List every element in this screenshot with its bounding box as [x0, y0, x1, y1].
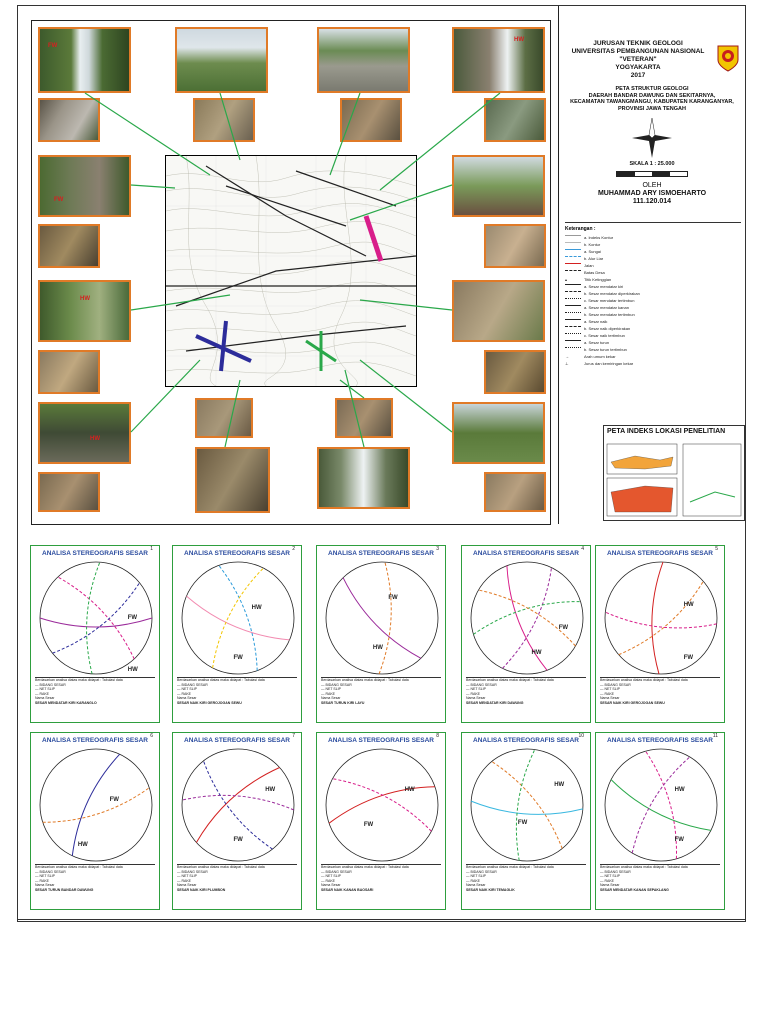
stereonet-table-header: Berdasarkan analisa diatas maka didapat : Tabulasi data	[321, 865, 409, 869]
area-line-2: KECAMATAN TAWANGMANGU, KABUPATEN KARANGANYAR,	[570, 99, 734, 105]
hanging-wall-label: HW	[127, 667, 138, 673]
stereonet-table-header: Berdasarkan analisa diatas maka didapat : Tabulasi data	[600, 678, 688, 682]
bidang-sesar-label: — BIDANG SESAR	[321, 682, 352, 687]
primitive-circle	[40, 749, 152, 861]
student-id: 111.120.014	[632, 197, 672, 205]
year: 2017	[630, 72, 646, 79]
stereonet-table-header: Berdasarkan analisa diatas maka didapat : Tabulasi data	[35, 678, 123, 682]
stereonet-panel[interactable]	[316, 732, 446, 910]
stereonet-panel[interactable]	[172, 545, 302, 723]
bidang-sesar-label: — BIDANG SESAR	[177, 682, 208, 687]
fault-name-label: Nama Sesar	[177, 883, 197, 887]
hanging-wall-label: HW	[554, 782, 565, 788]
rake-label: — RAKE	[177, 691, 192, 696]
fault-name: SESAR NAIK KIRI GEROJOGAN SEWU	[600, 700, 665, 705]
rake-label: — RAKE	[35, 691, 50, 696]
fault-name: SESAR NAIK KIRI TEMAGLIK	[466, 887, 515, 892]
stereonet-number: 11	[712, 733, 718, 739]
stereonet-title: ANALISA STEREOGRAFIS SESAR	[473, 737, 579, 744]
rake-label: — RAKE	[600, 878, 615, 883]
legend-item: b. Sesar naik diperkirakan	[565, 325, 741, 332]
bidang-sesar-label: — BIDANG SESAR	[600, 869, 631, 874]
primitive-circle	[182, 749, 294, 861]
stereonet-table-header: Berdasarkan analisa diatas maka didapat : Tabulasi data	[466, 865, 554, 869]
map-scale: SKALA 1 : 25.000	[629, 161, 675, 167]
stereonet-title: ANALISA STEREOGRAFIS SESAR	[42, 550, 148, 557]
net-slip-label: — NET SLIP	[466, 687, 486, 691]
legend-item: b. Sesar turun tertimbun	[565, 346, 741, 353]
bidang-sesar-label: — BIDANG SESAR	[35, 682, 66, 687]
bidang-sesar-label: — BIDANG SESAR	[35, 869, 66, 874]
stereonet-table-header: Berdasarkan analisa diatas maka didapat : Tabulasi data	[177, 865, 265, 869]
fault-name: SESAR MENDATAR KANAN SEPAKLANG	[600, 887, 669, 892]
stereonet-table	[321, 864, 441, 905]
stereonet-number: 5	[715, 546, 718, 552]
primitive-circle	[471, 749, 583, 861]
stereonet-panel[interactable]	[172, 732, 302, 910]
compass-rose-icon	[632, 118, 672, 158]
stereonet-table	[466, 864, 586, 905]
net-slip-label: — NET SLIP	[35, 687, 55, 691]
stereonet-plot	[468, 746, 586, 864]
stereonet-panel[interactable]	[316, 545, 446, 723]
fault-name-label: Nama Sesar	[35, 696, 55, 700]
photo-label-fw: FW	[48, 43, 58, 49]
stereonet-number: 2	[292, 546, 295, 552]
primitive-circle	[605, 749, 717, 861]
legend-item: b. Sesar mendatar diperkirakan	[565, 290, 741, 297]
fault-name-label: Nama Sesar	[600, 696, 620, 700]
stereonet-table-header: Berdasarkan analisa diatas maka didapat : Tabulasi data	[321, 678, 409, 682]
footwall-label: FW	[109, 797, 119, 803]
university-veteran: "VETERAN"	[619, 56, 657, 63]
legend-item: c. Sesar naik tertimbun	[565, 332, 741, 339]
rake-label: — RAKE	[466, 878, 481, 883]
net-slip-label: — NET SLIP	[321, 874, 341, 878]
legend-item: c. Sesar mendatar tertimbun	[565, 297, 741, 304]
legend-title: Keterangan :	[565, 226, 596, 232]
footwall-label: FW	[674, 837, 684, 843]
stereonet-plot	[37, 559, 155, 677]
photo-label-fw: FW	[54, 197, 64, 203]
stereonet-number: 3	[436, 546, 439, 552]
fault-name-label: Nama Sesar	[466, 883, 486, 887]
stereonet-table-header: Berdasarkan analisa diatas maka didapat : Tabulasi data	[466, 678, 554, 682]
stereonet-plot	[602, 746, 720, 864]
stereonet-number: 4	[581, 546, 584, 552]
hanging-wall-label: HW	[674, 787, 685, 793]
upn-logo-icon	[715, 44, 741, 72]
stereonet-table	[321, 677, 441, 718]
stereonet-title: ANALISA STEREOGRAFIS SESAR	[328, 737, 434, 744]
index-map-title: PETA INDEKS LOKASI PENELITIAN	[607, 428, 726, 435]
fault-name-label: Nama Sesar	[35, 883, 55, 887]
legend-item: a. Sesar turun	[565, 339, 741, 346]
index-map-drawing	[605, 442, 743, 518]
fault-name: SESAR NAIK KANAN BAOSARI	[321, 887, 374, 892]
stereonet-title: ANALISA STEREOGRAFIS SESAR	[328, 550, 434, 557]
scale-bar	[616, 171, 688, 177]
fault-name: SESAR MENDATAR KIRI KARANGLO	[35, 700, 97, 705]
stereonet-title: ANALISA STEREOGRAFIS SESAR	[184, 737, 290, 744]
stereonet-table	[600, 677, 720, 718]
fault-name-label: Nama Sesar	[466, 696, 486, 700]
stereonet-number: 10	[578, 733, 584, 739]
stereonet-plot	[323, 559, 441, 677]
footwall-label: FW	[388, 595, 398, 601]
stereonet-title: ANALISA STEREOGRAFIS SESAR	[184, 550, 290, 557]
stereonet-title: ANALISA STEREOGRAFIS SESAR	[473, 550, 579, 557]
bidang-sesar-label: — BIDANG SESAR	[600, 682, 631, 687]
north-arrow	[632, 118, 672, 158]
legend-item: a. Sungai	[565, 248, 741, 255]
net-slip-label: — NET SLIP	[177, 874, 197, 878]
stereonet-table	[35, 864, 155, 905]
rake-label: — RAKE	[321, 878, 336, 883]
net-slip-label: — NET SLIP	[177, 687, 197, 691]
footwall-label: FW	[517, 820, 528, 826]
footwall-label: FW	[683, 655, 694, 661]
photo-connection-arrows	[0, 0, 560, 530]
stereonet-panel[interactable]	[461, 732, 591, 910]
stereonet-title: ANALISA STEREOGRAFIS SESAR	[607, 550, 713, 557]
stereonet-panel[interactable]	[461, 545, 591, 723]
net-slip-label: — NET SLIP	[600, 687, 620, 691]
legend-item: → Arah umum kekar	[565, 354, 616, 359]
footwall-label: FW	[558, 625, 569, 631]
net-slip-label: — NET SLIP	[466, 874, 486, 878]
net-slip-label: — NET SLIP	[321, 687, 341, 691]
stereonet-number: 6	[150, 733, 153, 739]
stereonet-table	[466, 677, 586, 718]
rake-label: — RAKE	[35, 878, 50, 883]
university: UNIVERSITAS PEMBANGUNAN NASIONAL	[571, 48, 705, 55]
hanging-wall-label: HW	[683, 602, 694, 608]
legend-item: a. Sesar naik	[565, 318, 741, 325]
stereonet-title: ANALISA STEREOGRAFIS SESAR	[607, 737, 713, 744]
hanging-wall-label: HW	[265, 787, 276, 793]
footwall-label: FW	[363, 822, 374, 828]
stereonet-panel[interactable]	[595, 545, 725, 723]
legend-item: Batas Desa	[565, 269, 741, 276]
stereonet-plot	[179, 746, 297, 864]
fault-name-label: Nama Sesar	[600, 883, 620, 887]
area-line-3: PROVINSI JAWA TENGAH	[618, 105, 686, 112]
legend-item: ⊥ Jurus dan kemiringan kekar	[565, 361, 634, 366]
primitive-circle	[471, 562, 583, 674]
bidang-sesar-label: — BIDANG SESAR	[466, 682, 497, 687]
stereonet-table	[35, 677, 155, 718]
fault-name: SESAR TURUN BANDAR DAWUNG	[35, 887, 94, 892]
net-slip-label: — NET SLIP	[600, 874, 620, 878]
fault-name: SESAR NAIK KIRI GEROJOGAN SEWU	[177, 700, 242, 705]
hanging-wall-label: HW	[251, 605, 262, 611]
university-city: YOGYAKARTA	[615, 64, 661, 71]
rake-label: — RAKE	[177, 878, 192, 883]
primitive-circle	[326, 562, 438, 674]
legend-item: b. Sesar mendatar tertimbun	[565, 311, 741, 318]
fault-name-label: Nama Sesar	[321, 696, 341, 700]
oleh: OLEH	[642, 181, 662, 189]
bidang-sesar-label: — BIDANG SESAR	[466, 869, 497, 874]
legend-item: b. Alur Liar	[565, 255, 741, 262]
department: JURUSAN TEKNIK GEOLOGI	[593, 40, 683, 47]
photo-label-hw: HW	[514, 37, 524, 43]
stereonet-table	[177, 677, 297, 718]
stereonet-plot	[602, 559, 720, 677]
stereonet-table-header: Berdasarkan analisa diatas maka didapat : Tabulasi data	[35, 865, 123, 869]
stereonet-plot	[37, 746, 155, 864]
legend-item: ▴ Titik Ketinggian	[565, 277, 612, 282]
rake-label: — RAKE	[466, 691, 481, 696]
stereonet-table	[600, 864, 720, 905]
footwall-label: FW	[127, 615, 138, 621]
legend-item: a. Sesar mendatar kanan	[565, 304, 741, 311]
legend-item: a. Indeks Kontur	[565, 234, 741, 241]
hanging-wall-label: HW	[372, 645, 383, 651]
bidang-sesar-label: — BIDANG SESAR	[177, 869, 208, 874]
area-line-1: DAERAH BANDAR DAWUNG DAN SEKITARNYA,	[588, 92, 716, 99]
stereonet-table-header: Berdasarkan analisa diatas maka didapat : Tabulasi data	[600, 865, 688, 869]
stereonet-number: 7	[292, 733, 295, 739]
legend	[565, 222, 741, 367]
legend-item: b. Kontur	[565, 241, 741, 248]
rake-label: — RAKE	[321, 691, 336, 696]
legend-item: a. Sesar mendatar kiri	[565, 283, 741, 290]
index-map	[603, 425, 745, 521]
primitive-circle	[326, 749, 438, 861]
fault-name-label: Nama Sesar	[177, 696, 197, 700]
bidang-sesar-label: — BIDANG SESAR	[321, 869, 352, 874]
fault-name-label: Nama Sesar	[321, 883, 341, 887]
stereonet-number: 8	[436, 733, 439, 739]
stereonet-plot	[323, 746, 441, 864]
stereonet-panel[interactable]	[595, 732, 725, 910]
photo-label-hw: HW	[80, 296, 90, 302]
author-name: MUHAMMAD ARY ISMOEHARTO	[597, 189, 707, 197]
fault-name: SESAR TURUN KIRI LAYU	[321, 700, 365, 705]
stereonet-number: 1	[150, 546, 153, 552]
hanging-wall-label: HW	[404, 787, 415, 793]
hanging-wall-label: HW	[531, 650, 542, 656]
stereonet-plot	[179, 559, 297, 677]
stereonet-plot	[468, 559, 586, 677]
stereonet-table-header: Berdasarkan analisa diatas maka didapat : Tabulasi data	[177, 678, 265, 682]
fault-name: SESAR MENDATAR KIRI DAWUNG	[466, 700, 524, 705]
stereonet-title: ANALISA STEREOGRAFIS SESAR	[42, 737, 148, 744]
stereonet-table	[177, 864, 297, 905]
hanging-wall-label: HW	[77, 842, 88, 848]
stereonet-panel[interactable]	[30, 545, 160, 723]
photo-label-hw: HW	[90, 436, 100, 442]
footwall-label: FW	[233, 837, 243, 843]
stereonet-panel[interactable]	[30, 732, 160, 910]
fault-name: SESAR NAIK KIRI PLUMBON	[177, 887, 226, 892]
footwall-label: FW	[233, 655, 243, 661]
legend-item: Jalan	[565, 262, 741, 269]
net-slip-label: — NET SLIP	[35, 874, 55, 878]
rake-label: — RAKE	[600, 691, 615, 696]
map-title: PETA STRUKTUR GEOLOGI	[615, 86, 689, 92]
university-logo	[715, 44, 741, 72]
